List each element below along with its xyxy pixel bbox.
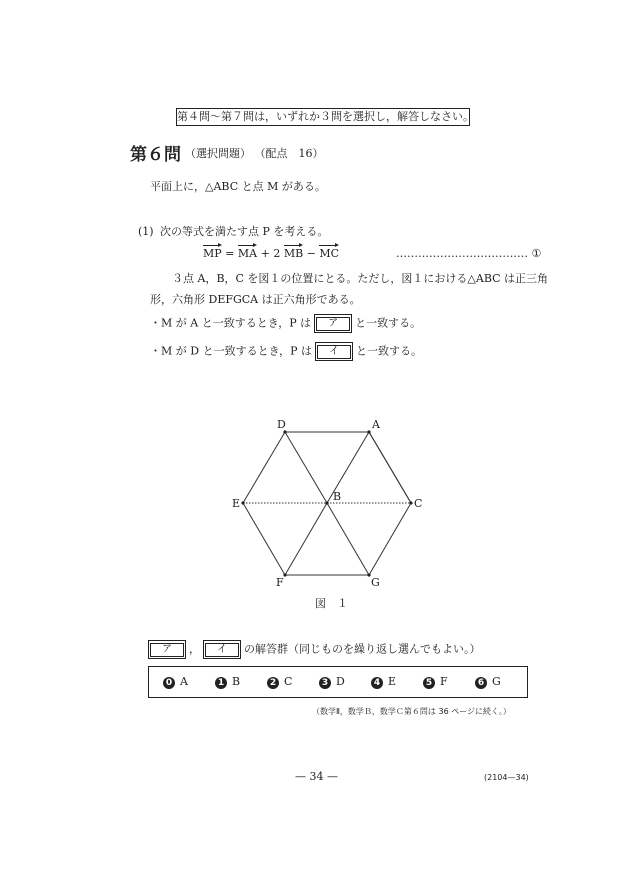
point-e (241, 501, 244, 504)
choice-4-number: 4 (371, 677, 383, 689)
choice-5-number: 5 (423, 677, 435, 689)
vector-mc: MC (319, 243, 339, 261)
choice-4 (371, 675, 396, 689)
choice-3-number: 3 (319, 677, 331, 689)
choice-0 (163, 675, 188, 689)
choice-6 (475, 675, 501, 689)
label-e: E (232, 497, 241, 510)
point-c (409, 501, 412, 504)
intro-text: 平面上に，△ABC と点 M がある。 (150, 180, 326, 193)
diagonal-bg (327, 503, 369, 575)
bullet-1-post: と一致する。 (355, 316, 422, 330)
part-number: (1) (138, 225, 154, 238)
equation-reference: ……………………………… ① (396, 247, 542, 260)
page-number: — 34 — (295, 770, 338, 783)
equals-sign: = (221, 247, 238, 260)
answer-group-heading (148, 640, 481, 659)
part-statement: 次の等式を満たす点 P を考える。 (160, 225, 329, 238)
heading-text: の解答群（同じものを繰り返し選んでもよい。） (244, 642, 481, 656)
question-type: （選択問題） (185, 147, 251, 160)
label-a: A (372, 418, 380, 431)
setup-line-2: 形，六角形 DEFGCA は正六角形である。 (150, 293, 361, 306)
diagonal-bf (285, 503, 327, 575)
label-c: C (414, 497, 423, 510)
choice-1 (215, 675, 240, 689)
choice-3-label: D (336, 675, 345, 688)
question-title: 第６問 (130, 145, 181, 165)
choice-1-label: B (232, 675, 241, 688)
label-g: G (371, 576, 380, 589)
vector-mp: MP (203, 243, 222, 261)
answer-choices-box (148, 666, 528, 698)
choice-5 (423, 675, 448, 689)
blank-a-label: ア (316, 317, 350, 331)
selection-notice: 第４問～第７問は，いずれか３問を選択し，解答しなさい。 (176, 108, 470, 126)
choice-6-label: G (492, 675, 501, 688)
bullet-2-post: と一致する。 (356, 344, 423, 358)
choice-5-label: F (440, 675, 448, 688)
label-f: F (276, 576, 284, 589)
segment-ac (369, 432, 411, 503)
minus-sign: − (303, 247, 320, 260)
page-code: (2104—34) (484, 773, 529, 782)
heading-blank-a (148, 640, 186, 659)
heading-blank-a-label: ア (150, 643, 184, 657)
choice-2-label: C (284, 675, 293, 688)
label-d: D (277, 418, 286, 431)
plus-term: + 2 (257, 247, 284, 260)
continuation-note: （数学Ⅱ，数学Ｂ，数学Ｃ第６問は 36 ページに続く。） (312, 707, 511, 716)
blank-i-label: イ (317, 345, 351, 359)
figure-caption: 図 １ (315, 597, 348, 610)
bullet-1-pre: ・M が A と一致するとき，P は (150, 316, 312, 330)
bullet-2-pre: ・M が D と一致するとき，P は (150, 344, 313, 358)
choice-2 (267, 675, 292, 689)
setup-line-1: ３点 A，B，C を図１の位置にとる。ただし，図１における△ABC は正三角 (172, 272, 549, 285)
choice-3 (319, 675, 345, 689)
vector-ma: MA (238, 243, 257, 261)
heading-blank-i-label: イ (205, 643, 239, 657)
diagonal-db (285, 432, 327, 503)
heading-separator: ， (189, 642, 200, 656)
point-f (283, 573, 286, 576)
point-a (367, 430, 370, 433)
choice-1-number: 1 (215, 677, 227, 689)
point-b (325, 501, 328, 504)
vector-mb: MB (284, 243, 303, 261)
choice-0-number: 0 (163, 677, 175, 689)
choice-6-number: 6 (475, 677, 487, 689)
choice-0-label: A (180, 675, 188, 688)
label-b: B (333, 490, 342, 503)
choice-4-label: E (388, 675, 397, 688)
heading-blank-i (203, 640, 241, 659)
question-points: （配点 16） (254, 147, 324, 160)
choice-2-number: 2 (267, 677, 279, 689)
